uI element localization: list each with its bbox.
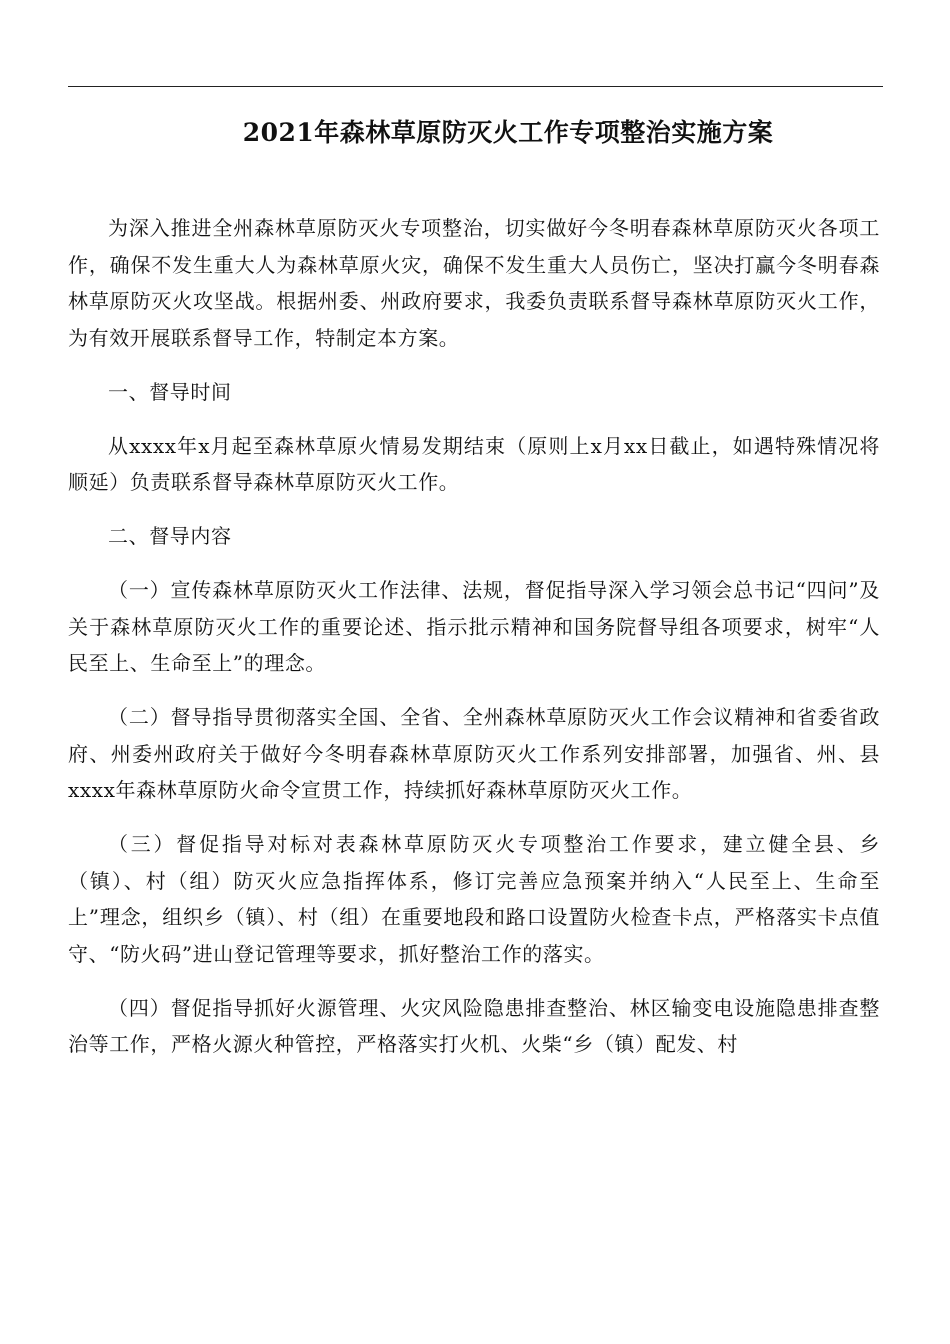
section-heading-supervision-time: 一、督导时间 (108, 379, 232, 404)
header-rule (68, 86, 883, 87)
section-heading-supervision-content: 二、督导内容 (108, 524, 232, 548)
document-title: 2021年森林草原防灭火工作专项整治实施方案 (242, 117, 774, 147)
document-body (68, 210, 880, 1063)
paragraph-item-4: （四）督促指导抓好火源管理、火灾风险隐患排查整治、林区输变电设施隐患排查整治等工作，严格火源火种管控，严格落实打火机、火柴“乡（镇）配发、村 (68, 995, 880, 1056)
paragraph-item-2: （二）督导指导贯彻落实全国、全省、全州森林草原防灭火工作会议精神和省委省政府、州委州政府关于做好今冬明春森林草原防灭火工作系列安排部署，加强省、州、县xxxx年森林草原防火命令宣贯工作，持续抓好森林草原防灭火工作。 (68, 705, 880, 802)
paragraph-supervision-time: 从xxxx年x月起至森林草原火情易发期结束（原则上x月xx日截止，如遇特殊情况将顺延）负责联系督导森林草原防灭火工作。 (68, 433, 880, 494)
paragraph-item-1: （一）宣传森林草原防灭火工作法律、法规，督促指导深入学习领会总书记“四问”及关于森林草原防灭火工作的重要论述、指示批示精神和国务院督导组各项要求，树牢“人民至上、生命至上”的理念。 (68, 578, 880, 675)
paragraph-intro: 为深入推进全州森林草原防灭火专项整治，切实做好今冬明春森林草原防灭火各项工作，确保不发生重大人为森林草原火灾，确保不发生重大人员伤亡，坚决打赢今冬明春森林草原防灭火攻坚战。根据州委、州政府要求，我委负责联系督导森林草原防灭火工作，为有效开展联系督导工作，特制定本方案。 (68, 216, 880, 350)
paragraph-item-3: （三）督促指导对标对表森林草原防灭火专项整治工作要求，建立健全县、乡（镇）、村（组）防灭火应急指挥体系，修订完善应急预案并纳入“人民至上、生命至上”理念，组织乡（镇）、村（组）在重要地段和路口设置防火检查卡点，严格落实卡点值守、“防火码”进山登记管理等要求，抓好整治工作的落实。 (68, 832, 880, 966)
